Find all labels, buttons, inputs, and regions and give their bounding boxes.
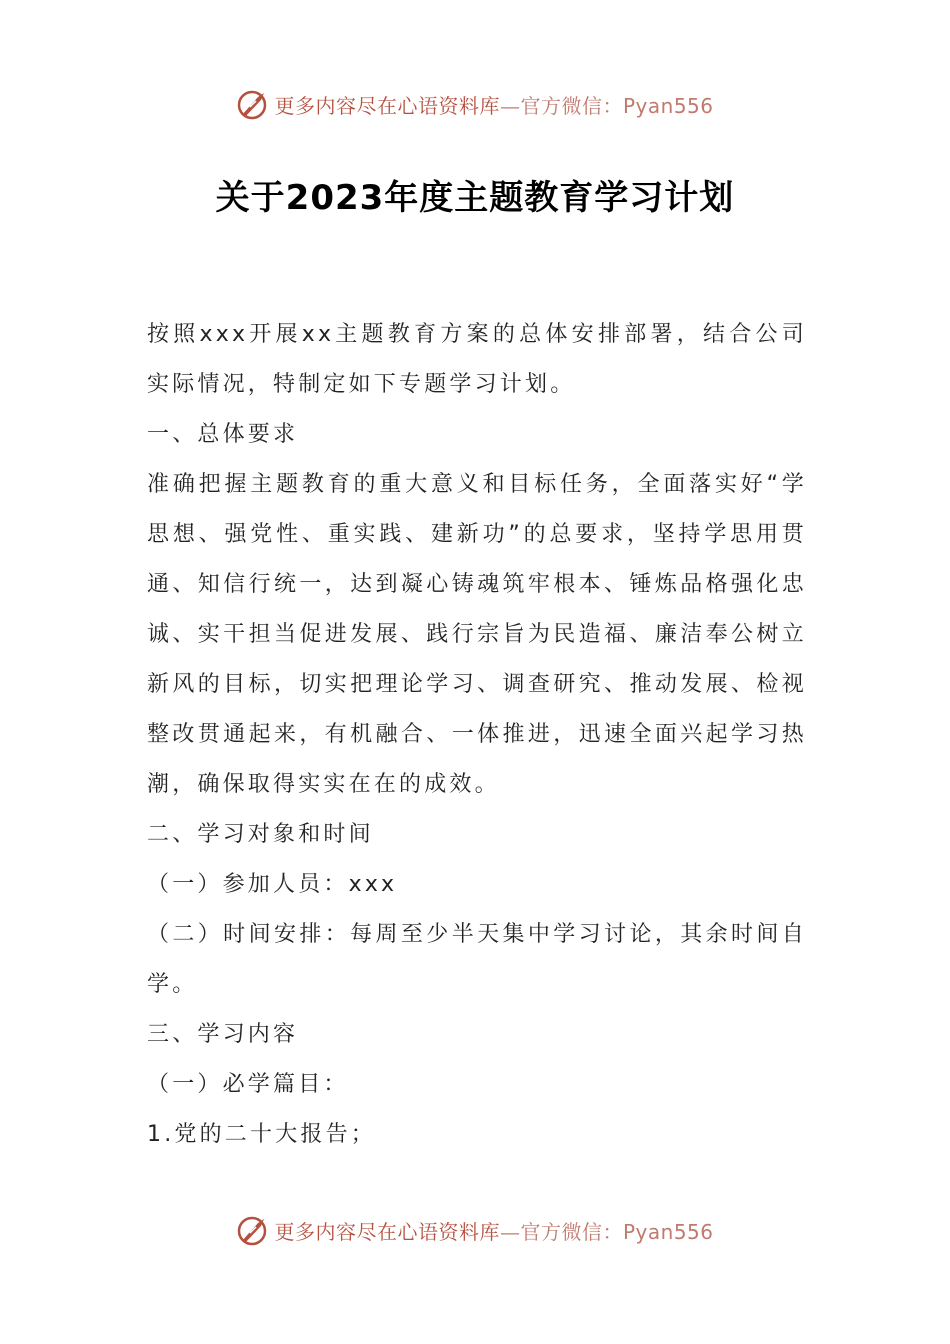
pen-nib-logo-icon	[236, 87, 270, 121]
required-readings-item: （一）必学篇目：	[147, 1072, 349, 1097]
watermark-text: 更多内容尽在心语资料库—官方微信：Pyan556	[274, 93, 714, 118]
watermark-text: 更多内容尽在心语资料库—官方微信：Pyan556	[274, 1219, 714, 1244]
reading-list-item-1: 1.党的二十大报告；	[147, 1122, 376, 1147]
participants-item: （一）参加人员：xxx	[147, 872, 398, 897]
document-title: 关于2023年度主题教育学习计划	[215, 178, 735, 218]
schedule-item: （二）时间安排：每周至少半天集中学习讨论，其余时间自学。	[147, 922, 807, 997]
footer-watermark-banner	[0, 1212, 950, 1248]
section-heading-content: 三、学习内容	[147, 1022, 299, 1047]
document-body	[147, 310, 807, 1160]
intro-paragraph: 按照xxx开展xx主题教育方案的总体安排部署，结合公司实际情况，特制定如下专题学习计划。	[147, 322, 807, 397]
section-heading-audience-time: 二、学习对象和时间	[147, 822, 374, 847]
pen-nib-logo-icon	[236, 1213, 270, 1247]
general-requirements-paragraph: 准确把握主题教育的重大意义和目标任务，全面落实好“学思想、强党性、重实践、建新功”的总要求，坚持学思用贯通、知信行统一，达到凝心铸魂筑牢根本、锤炼品格强化忠诚、实干担当促进发展、践行宗旨为民造福、廉洁奉公树立新风的目标，切实把理论学习、调查研究、推动发展、检视整改贯通起来，有机融合、一体推进，迅速全面兴起学习热潮，确保取得实实在在的成效。	[147, 472, 807, 797]
section-heading-general-requirements: 一、总体要求	[147, 422, 299, 447]
header-watermark-banner	[0, 86, 950, 122]
